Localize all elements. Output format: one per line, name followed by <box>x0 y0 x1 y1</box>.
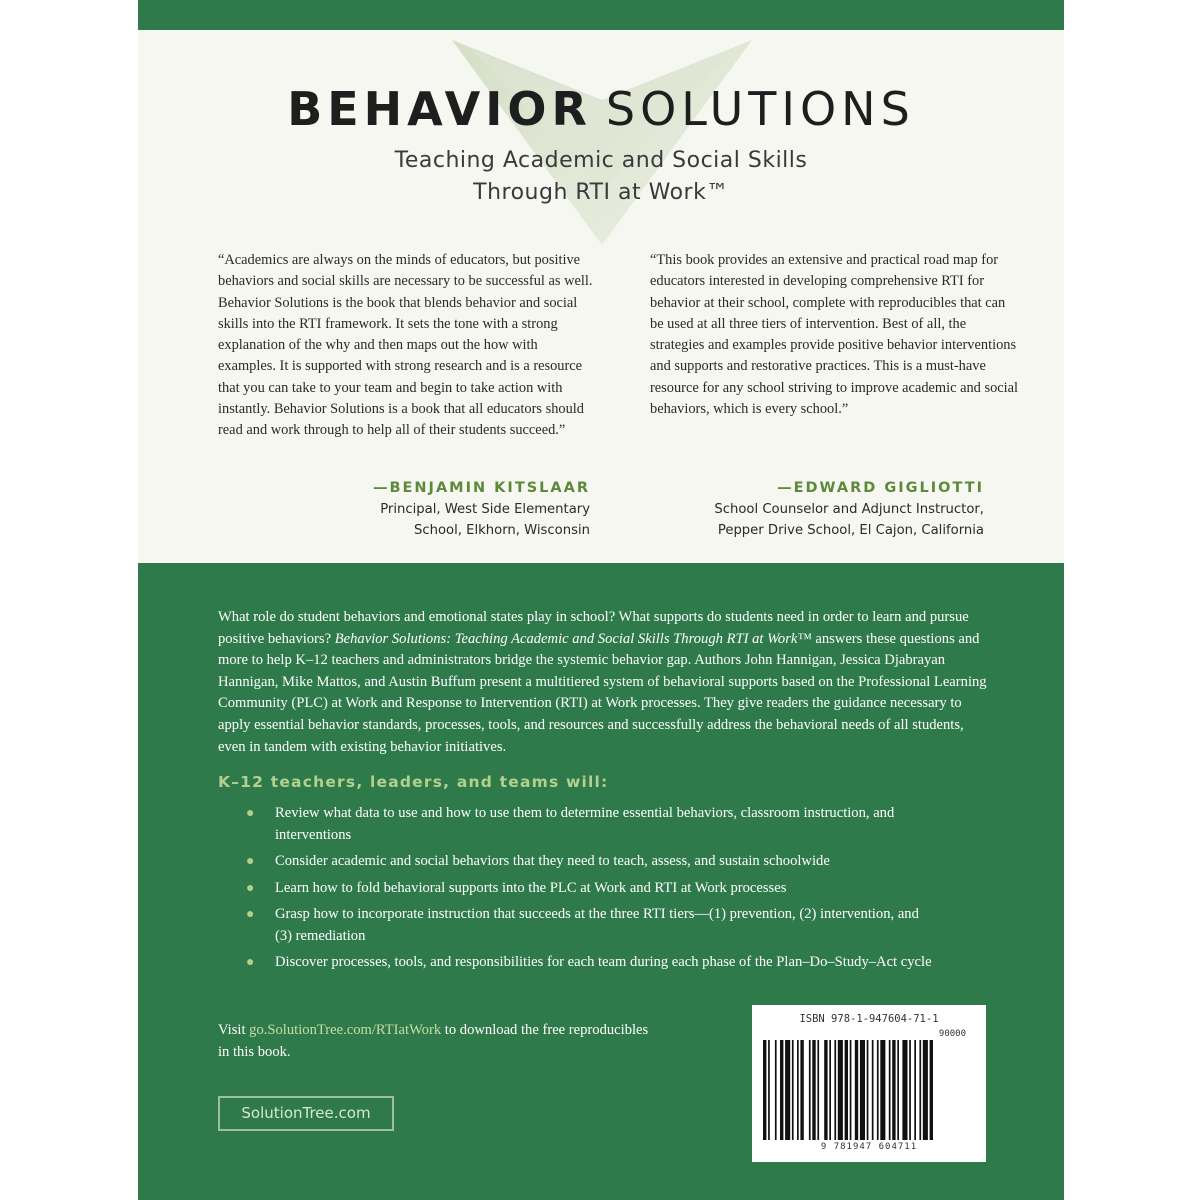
description-text: What role do student behaviors and emotional states play in school? What supports do students need in order to learn and pursue positive behaviors? <box>218 609 969 647</box>
visit-text: Visit <box>218 1022 250 1038</box>
list-item <box>218 803 938 846</box>
subtitle-line-1: Teaching Academic and Social Skills <box>394 148 808 173</box>
list-item <box>218 878 938 900</box>
visit-text: to download the free reproducibles in this book. <box>218 1022 649 1060</box>
attribution-role: Principal, West Side Elementary <box>380 502 590 517</box>
list-item-text: Grasp how to incorporate instruction that succeeds at the three RTI tiers—(1) prevention, (2) intervention, and (3) remediation <box>275 906 919 944</box>
description-title: Behavior Solutions: Teaching Academic and Social Skills Through RTI at Work™ <box>334 630 812 647</box>
publisher-website[interactable]: SolutionTree.com <box>218 1096 394 1131</box>
top-green-band <box>138 0 1064 30</box>
bullet-icon: ● <box>246 907 255 922</box>
list-item-text: Review what data to use and how to use them to determine essential behaviors, classroom instruction, and interventions <box>275 805 895 843</box>
list-item-text: Consider academic and social behaviors that they need to teach, assess, and sustain schoolwide <box>275 853 830 869</box>
list-item <box>218 952 938 974</box>
benefits-list <box>218 803 938 979</box>
book-title <box>138 82 1064 136</box>
isbn-barcode <box>752 1005 986 1162</box>
description-panel <box>138 563 1064 1200</box>
attribution-role: School, Elkhorn, Wisconsin <box>413 523 590 538</box>
list-item <box>218 904 938 947</box>
book-back-cover <box>138 0 1064 1200</box>
attribution-role: School Counselor and Adjunct Instructor, <box>714 502 984 517</box>
bullet-icon: ● <box>246 806 255 821</box>
bullet-icon: ● <box>246 955 255 970</box>
bullet-icon: ● <box>246 880 255 896</box>
isbn-number: ISBN 978-1-947604-71-1 <box>799 1013 939 1025</box>
title-light: SOLUTIONS <box>605 82 915 136</box>
barcode-icon <box>763 1040 975 1140</box>
attribution-role: Pepper Drive School, El Cajon, California <box>717 523 984 538</box>
list-item <box>218 851 938 873</box>
book-subtitle <box>138 145 1064 209</box>
chevron-logo-icon <box>452 40 752 245</box>
reproducibles-note <box>218 1019 658 1063</box>
testimonial-attribution-1 <box>373 478 590 541</box>
book-description <box>218 607 988 758</box>
attribution-name: —BENJAMIN KITSLAAR <box>372 480 590 496</box>
barcode-digits: 9 781947 604711 <box>820 1142 918 1152</box>
list-item-text: Discover processes, tools, and responsibilities for each team during each phase of the Plan–Do–Study–Act cycle <box>275 954 932 970</box>
testimonial-attribution-2 <box>714 478 984 541</box>
reproducibles-link[interactable]: go.SolutionTree.com/RTIatWork <box>249 1022 442 1038</box>
price-code: 90000 <box>938 1029 966 1039</box>
attribution-name: —EDWARD GIGLIOTTI <box>777 480 984 496</box>
subtitle-line-2: Through RTI at Work™ <box>473 180 729 205</box>
title-bold: BEHAVIOR <box>287 82 592 136</box>
description-text: answers these questions and more to help K–12 teachers and administrators bridge the systemic behavior gap. Authors John Hannigan, Jessica Djabrayan Hannigan, Mike Mattos, and Austin Buffum present a multitiered system of behavioral supports based on the Professional Learning Community (PLC) at Work and Response to Intervention (RTI) at Work processes. They give readers the guidance necessary to apply essential behavior standards, processes, tools, and resources and successfully address the behavioral needs of all students, even in tandem with existing behavior initiatives. <box>218 630 987 755</box>
testimonial-quote-1: “Academics are always on the minds of educators, but positive behaviors and social skills are necessary to be successful as well. Behavior Solutions is the book that blends behavior and social skills into the RTI framework. It sets the tone with a strong explanation of the why and then maps out the how with examples. It is supported with strong research and is a resource that you can take to your team and begin to take action with instantly. Behavior Solutions is a book that all educators should read and work through to help all of their students succeed.” <box>218 252 593 439</box>
list-item-text: Learn how to fold behavioral supports into the PLC at Work and RTI at Work processes <box>275 879 787 896</box>
benefits-heading: K–12 teachers, leaders, and teams will: <box>218 773 609 791</box>
bullet-icon: ● <box>246 854 255 869</box>
testimonial-quote-2: “This book provides an extensive and practical road map for educators interested in developing comprehensive RTI for behavior at their school, complete with reproducibles that can be used at all three tiers of intervention. Best of all, the strategies and examples provide positive behavior interventions and supports and restorative practices. This is a must-have resource for any school striving to improve academic and social behaviors, which is every school.” <box>650 252 1019 418</box>
